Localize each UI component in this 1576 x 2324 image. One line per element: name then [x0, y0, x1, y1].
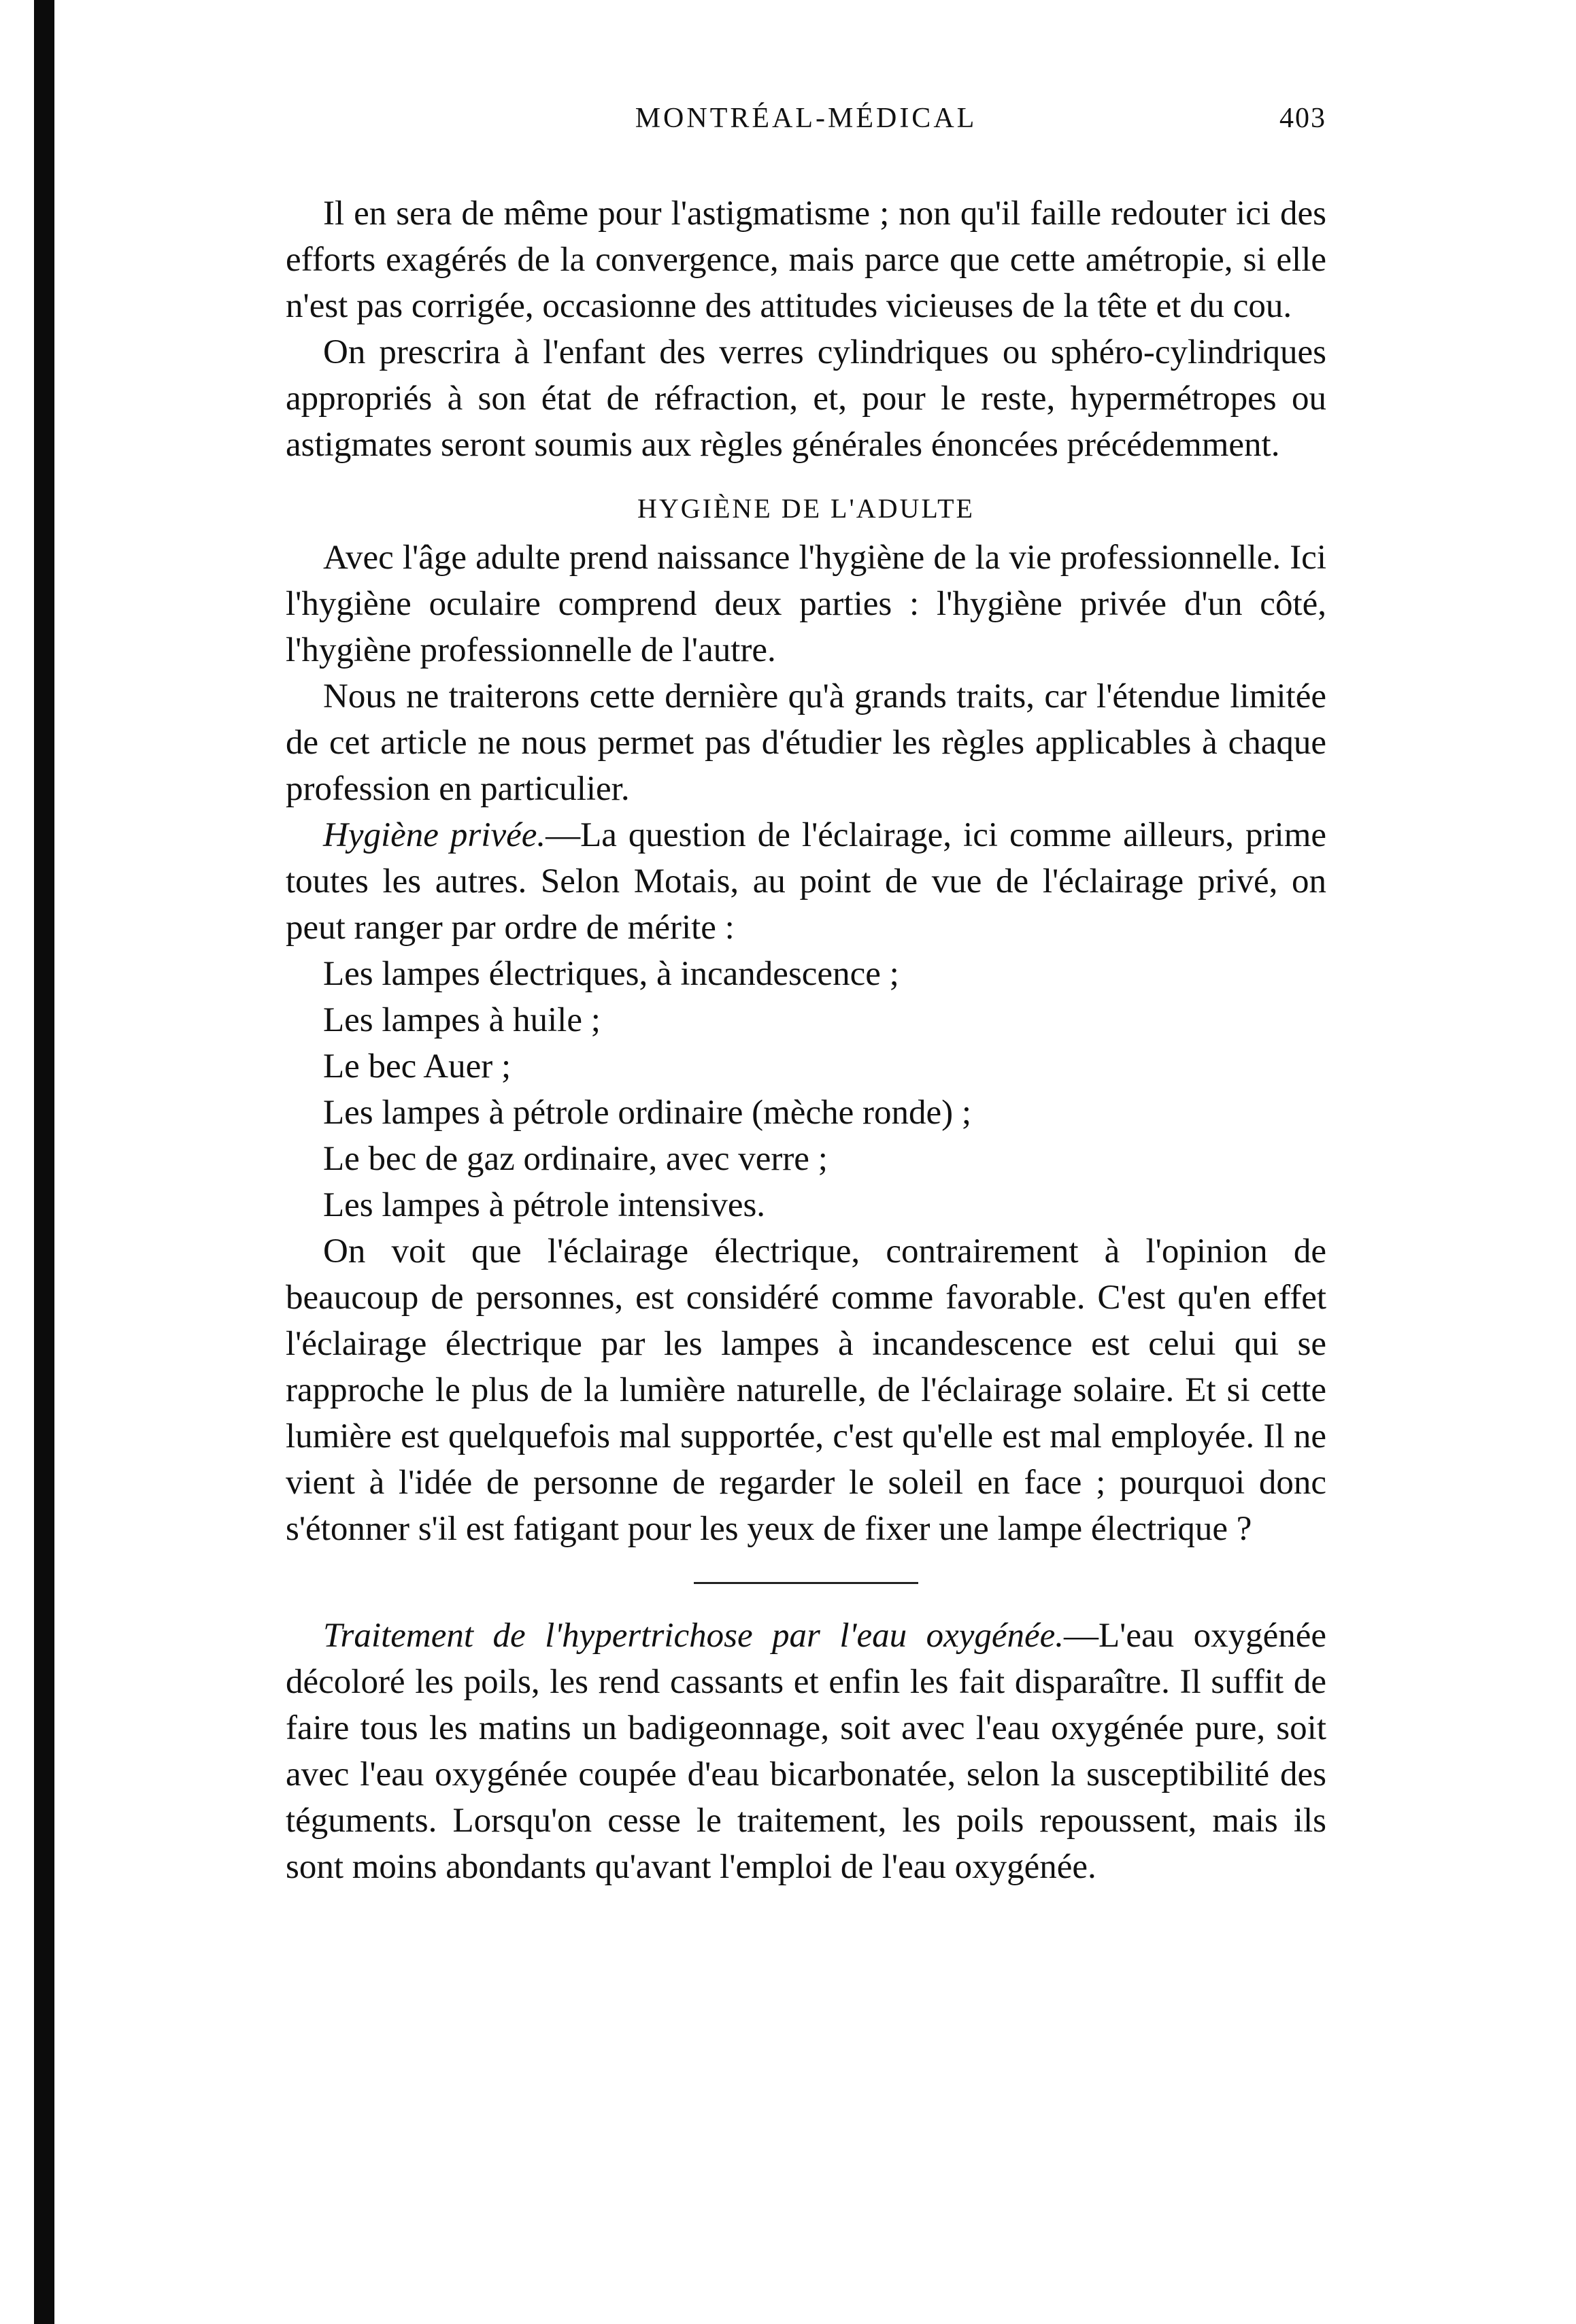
lighting-list — [286, 951, 1326, 1228]
section-divider — [694, 1582, 918, 1584]
paragraph-professional-hygiene: Nous ne traiterons cette dernière qu'à grands traits, car l'étendue limitée de cet article ne nous permet pas d'étudier les règles applicables à chaque profession en particulier. — [286, 677, 1326, 808]
paragraph-adult-age: Avec l'âge adulte prend naissance l'hygiène de la vie professionnelle. Ici l'hygiène oculaire comprend deux parties : l'hygiène privée d'un côté, l'hygiène professionnelle de l'autre. — [286, 539, 1326, 669]
paragraph-private-hygiene — [286, 812, 1326, 951]
private-hygiene-text: —La question de l'éclairage, ici comme ailleurs, prime toutes les autres. Selon Motais, au point de vue de l'éclairage privé, on peut ranger par ordre de mérite : — [286, 816, 1326, 947]
paragraph-astigmatism: Il en sera de même pour l'astigmatisme ; non qu'il faille redouter ici des efforts exagérés de la convergence, mais parce que cette amétropie, si elle n'est pas corrigée, occasionne des attitudes vicieuses de la tête et du cou. — [286, 195, 1326, 325]
scan-binding-edge — [34, 0, 54, 2324]
list-item: Le bec Auer ; — [323, 1047, 512, 1085]
body-text — [286, 190, 1326, 1890]
list-item: Le bec de gaz ordinaire, avec verre ; — [323, 1140, 828, 1178]
paragraph-cylindrical-lenses: On prescrira à l'enfant des verres cylindriques ou sphéro-cylindriques appropriés à son état de réfraction, et, pour le reste, hypermétropes ou astigmates seront soumis aux règles générales énoncées précédemment. — [286, 333, 1326, 464]
treatment-run-in: Traitement de l'hypertrichose par l'eau oxygénée. — [323, 1617, 1064, 1655]
section-heading: HYGIÈNE DE L'ADULTE — [637, 493, 975, 524]
list-item: Les lampes à pétrole ordinaire (mèche ronde) ; — [323, 1094, 971, 1132]
book-page — [286, 102, 1326, 1890]
running-title: MONTRÉAL-MÉDICAL — [635, 103, 977, 134]
paragraph-electric-lighting: On voit que l'éclairage électrique, contrairement à l'opinion de beaucoup de personnes, est considéré comme favorable. C'est qu'en effet l'éclairage électrique par les lampes à incandescence est celui qui se rapproche le plus de la lumière naturelle, de l'éclairage solaire. Et si cette lumière est quelquefois mal supportée, c'est qu'elle est mal employée. Il ne vient à l'idée de personne de regarder le soleil en face ; pourquoi donc s'étonner s'il est fatigant pour les yeux de fixer une lampe électrique ? — [286, 1232, 1326, 1548]
paragraph-hypertrichosis — [286, 1613, 1326, 1890]
list-item: Les lampes à huile ; — [323, 1001, 601, 1039]
list-item: Les lampes à pétrole intensives. — [323, 1186, 766, 1224]
running-head — [286, 102, 1326, 150]
private-hygiene-run-in: Hygiène privée. — [323, 816, 546, 854]
list-item: Les lampes électriques, à incandescence ; — [323, 955, 899, 993]
page-number: 403 — [1279, 103, 1326, 134]
treatment-text: —L'eau oxygénée décoloré les poils, les rend cassants et enfin les fait disparaître. Il suffit de faire tous les matins un badigeonnage, soit avec l'eau oxygénée pure, soit avec l'eau oxygénée coupée d'eau bicarbonatée, selon la susceptibilité des téguments. Lorsqu'on cesse le traitement, les poils repoussent, mais ils sont moins abondants qu'avant l'emploi de l'eau oxygénée. — [286, 1617, 1326, 1886]
